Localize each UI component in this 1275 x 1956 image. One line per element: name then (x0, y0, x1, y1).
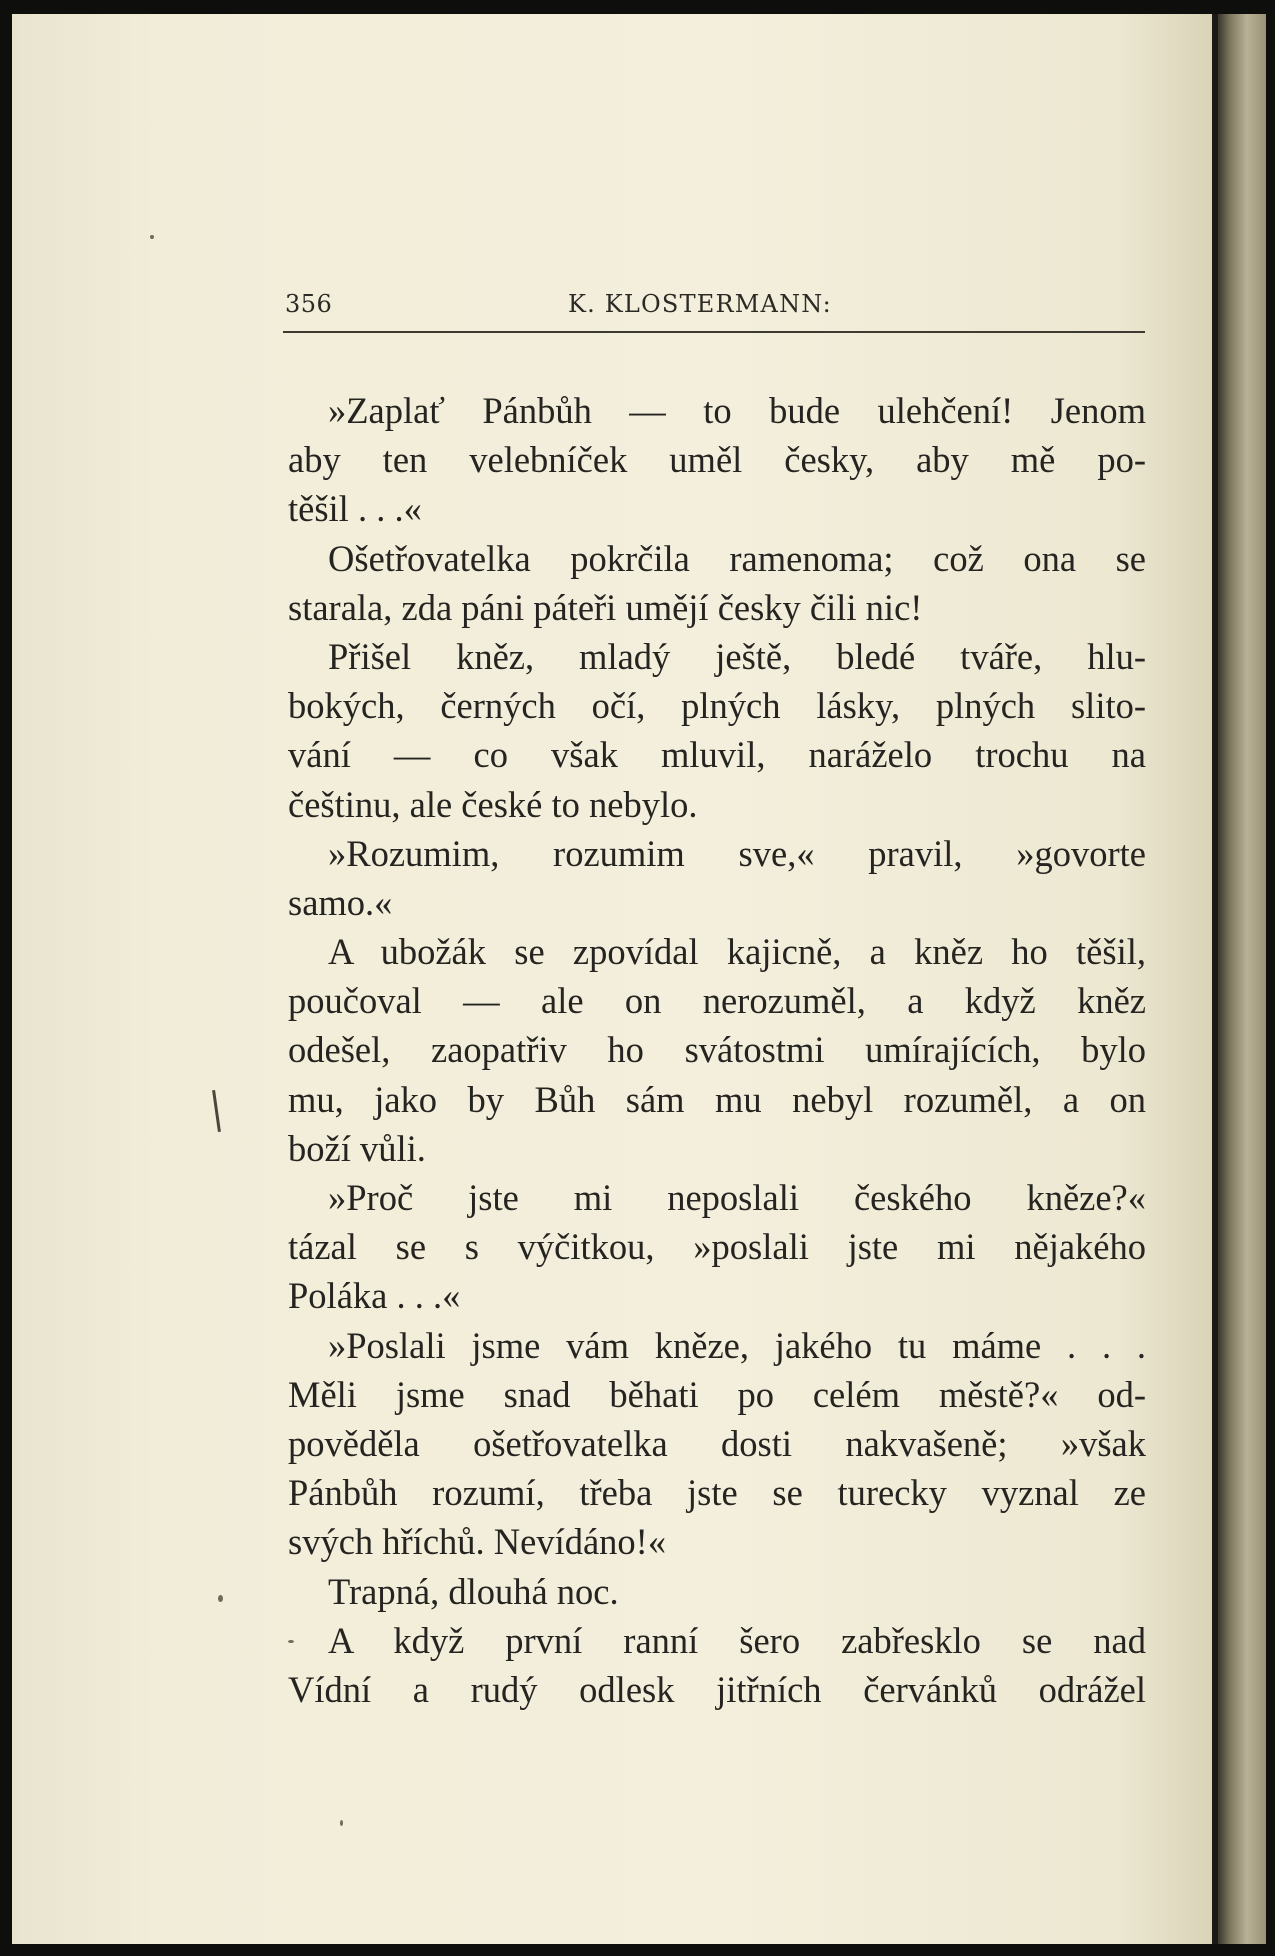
text-line: samo.« (288, 881, 393, 923)
body-text (288, 386, 1146, 1714)
text-line: »Rozumim, rozumim sve,« pravil, »govorte (328, 832, 1146, 874)
text-line: A když první ranní šero zabřesklo se nad (328, 1619, 1146, 1661)
text-line: A ubožák se zpovídal kajicně, a kněz ho těšil, (328, 931, 1146, 973)
adjacent-page-edge (1218, 14, 1266, 1944)
text-line: češtinu, ale české to nebylo. (288, 783, 698, 825)
text-line: Trapná, dlouhá noc. (328, 1570, 619, 1612)
text-line: tázal se s výčitkou, »poslali jste mi nějakého (288, 1226, 1146, 1268)
text-line: »Proč jste mi neposlali českého kněze?« (328, 1177, 1146, 1218)
text-line: vání — co však mluvil, naráželo trochu na (288, 734, 1146, 776)
text-line: pověděla ošetřovatelka dosti nakvašeně; »však (288, 1422, 1146, 1464)
text-line: Poláka . . .« (288, 1275, 461, 1317)
paper-speck (340, 1820, 343, 1826)
page-number: 356 (285, 290, 333, 318)
paper-speck (150, 235, 154, 239)
running-head: K. KLOSTERMANN: (568, 290, 832, 318)
text-line: Měli jsme snad běhati po celém městě?« od- (288, 1373, 1146, 1415)
paper-speck (288, 1640, 294, 1643)
text-line: těšil . . .« (288, 488, 422, 530)
text-line: Ošetřovatelka pokrčila ramenoma; což ona se (328, 537, 1146, 579)
paper-speck (218, 1595, 223, 1602)
text-line: starala, zda páni páteři umějí česky čili nic! (288, 586, 923, 628)
text-line: poučoval — ale on nerozuměl, a když kněz (288, 980, 1146, 1022)
text-line: odešel, zaopatřiv ho svátostmi umírajících, bylo (288, 1029, 1146, 1071)
text-line: svých hříchů. Nevídáno!« (288, 1521, 667, 1563)
text-line: »Poslali jsme vám kněze, jakého tu máme . . . (328, 1324, 1146, 1366)
text-line: mu, jako by Bůh sám mu nebyl rozuměl, a on (288, 1078, 1146, 1120)
page-header (285, 290, 1145, 324)
text-line: boží vůli. (288, 1127, 426, 1169)
text-line: Vídní a rudý odlesk jitřních červánků odrážel (288, 1668, 1146, 1710)
text-line: aby ten velebníček uměl česky, aby mě po- (288, 439, 1146, 481)
header-rule (283, 331, 1145, 333)
text-line: »Zaplať Pánbůh — to bude ulehčení! Jenom (328, 390, 1146, 431)
text-line: bokých, černých očí, plných lásky, plných slito- (288, 685, 1146, 727)
text-line: Přišel kněz, mladý ještě, bledé tváře, hlu- (328, 635, 1146, 677)
text-line: Pánbůh rozumí, třeba jste se turecky vyznal ze (288, 1472, 1146, 1514)
